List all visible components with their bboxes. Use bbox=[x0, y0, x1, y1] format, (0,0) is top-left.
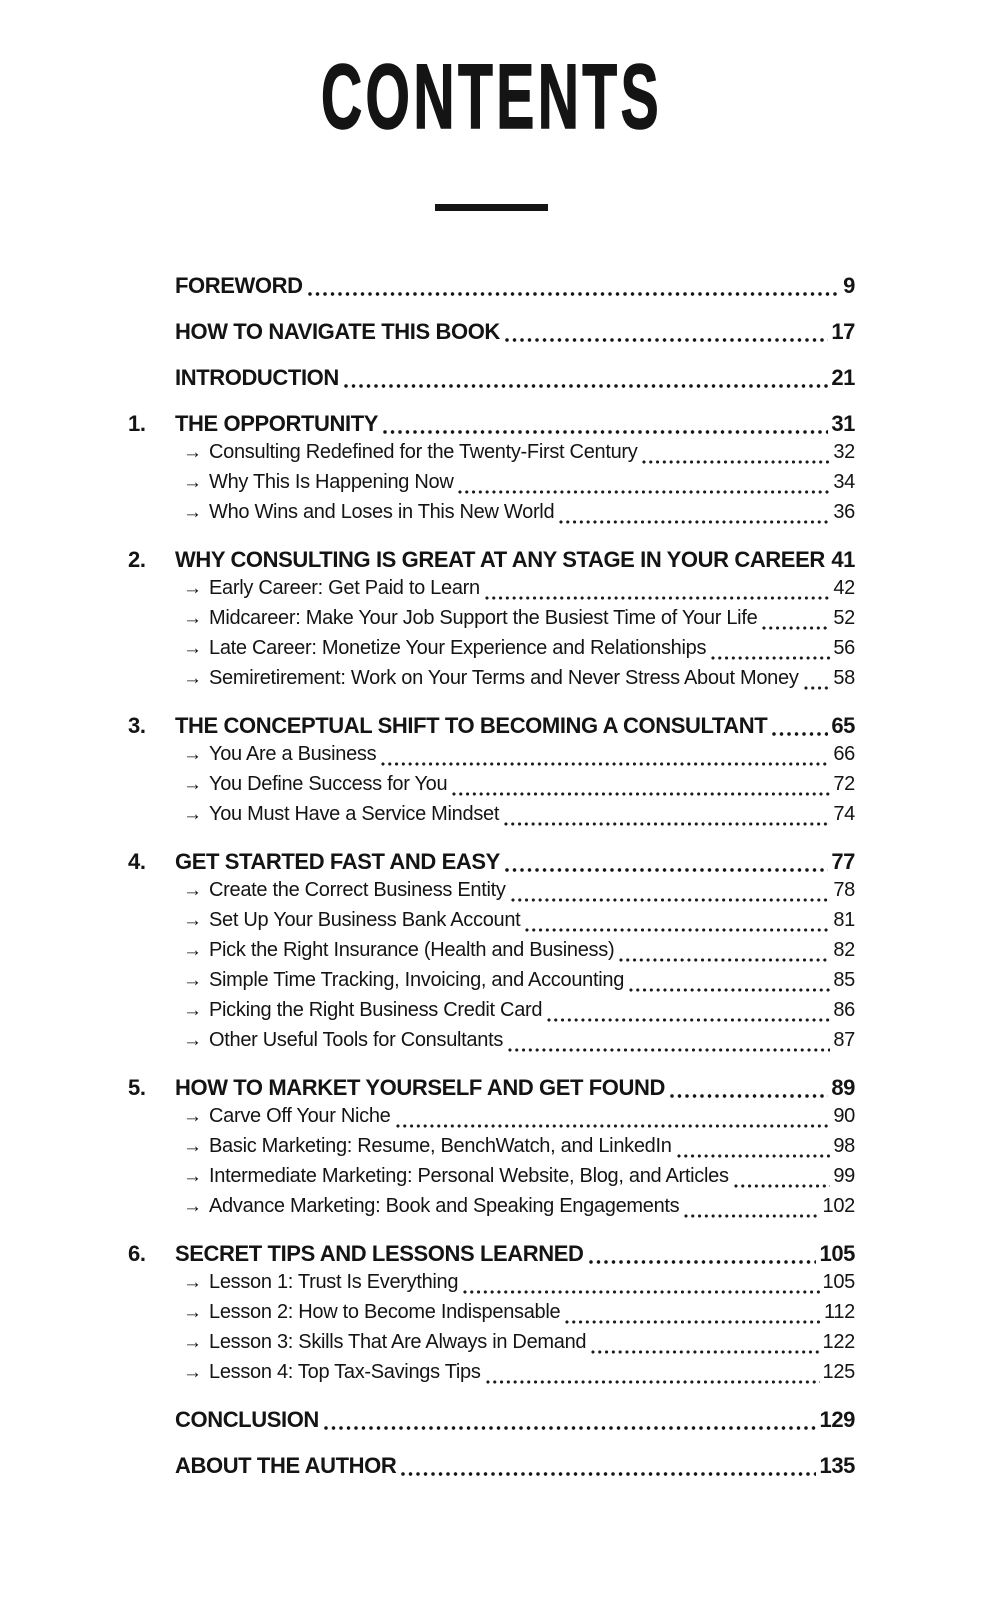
toc-subentry bbox=[128, 803, 855, 833]
dot-leader bbox=[520, 909, 833, 939]
entry-title: HOW TO MARKET YOURSELF AND GET FOUND bbox=[175, 1075, 665, 1100]
toc-entry bbox=[128, 1241, 855, 1271]
table-of-contents bbox=[128, 273, 855, 1483]
page-number: 17 bbox=[831, 319, 855, 344]
dot-leader bbox=[480, 577, 834, 607]
toc-subentry bbox=[128, 1165, 855, 1195]
subentry-title: Late Career: Monetize Your Experience and Relationships bbox=[209, 637, 707, 659]
dot-leader bbox=[391, 1105, 834, 1135]
page-number: 34 bbox=[833, 471, 855, 493]
arrow-icon: → bbox=[183, 940, 202, 961]
dot-leader bbox=[396, 1453, 819, 1483]
subentry-title: You Must Have a Service Mindset bbox=[209, 803, 500, 825]
chapter-number: 4. bbox=[128, 849, 146, 874]
subentry-title: Early Career: Get Paid to Learn bbox=[209, 577, 480, 599]
dot-leader bbox=[458, 1271, 822, 1301]
chapter-group bbox=[128, 1075, 855, 1225]
arrow-icon: → bbox=[183, 1332, 202, 1353]
page-number: 112 bbox=[824, 1301, 855, 1323]
toc-subentry bbox=[128, 969, 855, 999]
subentry-title: Carve Off Your Niche bbox=[209, 1105, 391, 1127]
dot-leader bbox=[378, 411, 831, 441]
page-number: 31 bbox=[831, 411, 855, 436]
page-number: 65 bbox=[831, 713, 855, 738]
toc-entry bbox=[128, 1407, 855, 1437]
subentry-title: Other Useful Tools for Consultants bbox=[209, 1029, 504, 1051]
chapter-group bbox=[128, 849, 855, 1059]
page-number: 42 bbox=[833, 577, 855, 599]
dot-leader bbox=[757, 607, 833, 637]
dot-leader bbox=[453, 471, 833, 501]
front-matter-entry bbox=[128, 319, 855, 349]
subentry-title: Why This Is Happening Now bbox=[209, 471, 454, 493]
arrow-icon: → bbox=[183, 668, 202, 689]
title-divider bbox=[435, 204, 548, 211]
dot-leader bbox=[679, 1195, 822, 1225]
subentry-title: Pick the Right Insurance (Health and Business) bbox=[209, 939, 615, 961]
dot-leader bbox=[542, 999, 833, 1029]
dot-leader bbox=[481, 1361, 823, 1391]
dot-leader bbox=[825, 547, 832, 577]
chapter-number: 6. bbox=[128, 1241, 146, 1266]
subentry-title: You Define Success for You bbox=[209, 773, 448, 795]
page-number: 129 bbox=[819, 1407, 855, 1432]
page-number: 89 bbox=[831, 1075, 855, 1100]
entry-title: CONCLUSION bbox=[175, 1407, 319, 1432]
toc-subentry bbox=[128, 1331, 855, 1361]
arrow-icon: → bbox=[183, 1166, 202, 1187]
subentry-title: Basic Marketing: Resume, BenchWatch, and LinkedIn bbox=[209, 1135, 672, 1157]
chapter-number: 3. bbox=[128, 713, 146, 738]
dot-leader bbox=[665, 1075, 831, 1105]
entry-title: HOW TO NAVIGATE THIS BOOK bbox=[175, 319, 500, 344]
page-number: 77 bbox=[831, 849, 855, 874]
arrow-icon: → bbox=[183, 1030, 202, 1051]
toc-entry bbox=[128, 547, 855, 577]
page-number: 90 bbox=[833, 1105, 855, 1127]
subentry-title: Create the Correct Business Entity bbox=[209, 879, 506, 901]
page-number: 102 bbox=[822, 1195, 855, 1217]
dot-leader bbox=[447, 773, 833, 803]
page-number: 122 bbox=[822, 1331, 855, 1353]
arrow-icon: → bbox=[183, 880, 202, 901]
arrow-icon: → bbox=[183, 910, 202, 931]
title-block bbox=[128, 0, 855, 211]
toc-subentry bbox=[128, 441, 855, 471]
toc-entry bbox=[128, 319, 855, 349]
toc-subentry bbox=[128, 1301, 855, 1331]
subentry-title: Lesson 4: Top Tax-Savings Tips bbox=[209, 1361, 481, 1383]
dot-leader bbox=[339, 365, 831, 395]
toc-subentry bbox=[128, 607, 855, 637]
toc-entry bbox=[128, 1453, 855, 1483]
page-number: 41 bbox=[831, 547, 855, 572]
chapter-group bbox=[128, 411, 855, 531]
dot-leader bbox=[376, 743, 833, 773]
arrow-icon: → bbox=[183, 744, 202, 765]
entry-title: THE OPPORTUNITY bbox=[175, 411, 379, 436]
arrow-icon: → bbox=[183, 472, 202, 493]
subentry-title: Consulting Redefined for the Twenty-First Century bbox=[209, 441, 638, 463]
entry-title: THE CONCEPTUAL SHIFT TO BECOMING A CONSULTANT bbox=[175, 713, 768, 738]
toc-subentry bbox=[128, 743, 855, 773]
subentry-title: Lesson 2: How to Become Indispensable bbox=[209, 1301, 561, 1323]
page-number: 85 bbox=[833, 969, 855, 991]
dot-leader bbox=[706, 637, 833, 667]
subentry-title: Lesson 1: Trust Is Everything bbox=[209, 1271, 459, 1293]
dot-leader bbox=[672, 1135, 834, 1165]
toc-subentry bbox=[128, 471, 855, 501]
page-number: 135 bbox=[819, 1453, 855, 1478]
arrow-icon: → bbox=[183, 578, 202, 599]
dot-leader bbox=[500, 849, 831, 879]
page-number: 81 bbox=[833, 909, 855, 931]
entry-title: FOREWORD bbox=[175, 273, 303, 298]
toc-subentry bbox=[128, 667, 855, 697]
dot-leader bbox=[506, 879, 834, 909]
dot-leader bbox=[799, 667, 834, 697]
page-number: 105 bbox=[822, 1271, 855, 1293]
toc-subentry bbox=[128, 1271, 855, 1301]
toc-subentry bbox=[128, 999, 855, 1029]
chapter-number: 1. bbox=[128, 411, 146, 436]
arrow-icon: → bbox=[183, 1196, 202, 1217]
dot-leader bbox=[614, 939, 833, 969]
toc-entry bbox=[128, 849, 855, 879]
toc-subentry bbox=[128, 1105, 855, 1135]
subentry-title: Advance Marketing: Book and Speaking Engagements bbox=[209, 1195, 680, 1217]
arrow-icon: → bbox=[183, 1302, 202, 1323]
toc-subentry bbox=[128, 637, 855, 667]
page-number: 105 bbox=[819, 1241, 855, 1266]
dot-leader bbox=[767, 713, 831, 743]
arrow-icon: → bbox=[183, 442, 202, 463]
back-matter-entry bbox=[128, 1407, 855, 1437]
arrow-icon: → bbox=[183, 804, 202, 825]
page-number: 78 bbox=[833, 879, 855, 901]
toc-subentry bbox=[128, 501, 855, 531]
subentry-title: Intermediate Marketing: Personal Website, Blog, and Articles bbox=[209, 1165, 729, 1187]
dot-leader bbox=[560, 1301, 824, 1331]
dot-leader bbox=[319, 1407, 820, 1437]
arrow-icon: → bbox=[183, 502, 202, 523]
page-number: 58 bbox=[833, 667, 855, 689]
page-number: 52 bbox=[833, 607, 855, 629]
entry-title: WHY CONSULTING IS GREAT AT ANY STAGE IN YOUR CAREER bbox=[175, 547, 825, 572]
page-title: CONTENTS bbox=[320, 46, 663, 148]
subentry-title: Simple Time Tracking, Invoicing, and Accounting bbox=[209, 969, 625, 991]
arrow-icon: → bbox=[183, 1362, 202, 1383]
page-number: 86 bbox=[833, 999, 855, 1021]
toc-subentry bbox=[128, 909, 855, 939]
dot-leader bbox=[303, 273, 844, 303]
subentry-title: Picking the Right Business Credit Card bbox=[209, 999, 543, 1021]
page-number: 98 bbox=[833, 1135, 855, 1157]
toc-subentry bbox=[128, 879, 855, 909]
subentry-title: Semiretirement: Work on Your Terms and Never Stress About Money bbox=[209, 667, 799, 689]
entry-title: SECRET TIPS AND LESSONS LEARNED bbox=[175, 1241, 584, 1266]
arrow-icon: → bbox=[183, 1106, 202, 1127]
chapter-number: 2. bbox=[128, 547, 146, 572]
page-number: 36 bbox=[833, 501, 855, 523]
page-number: 56 bbox=[833, 637, 855, 659]
subentry-title: Lesson 3: Skills That Are Always in Demand bbox=[209, 1331, 587, 1353]
toc-entry bbox=[128, 273, 855, 303]
chapter-group bbox=[128, 713, 855, 833]
front-matter-entry bbox=[128, 365, 855, 395]
arrow-icon: → bbox=[183, 1000, 202, 1021]
front-matter-entry bbox=[128, 273, 855, 303]
page-number: 125 bbox=[822, 1361, 855, 1383]
page-number: 74 bbox=[833, 803, 855, 825]
toc-subentry bbox=[128, 773, 855, 803]
page-number: 87 bbox=[833, 1029, 855, 1051]
arrow-icon: → bbox=[183, 1272, 202, 1293]
entry-title: INTRODUCTION bbox=[175, 365, 339, 390]
toc-entry bbox=[128, 365, 855, 395]
dot-leader bbox=[729, 1165, 834, 1195]
dot-leader bbox=[624, 969, 833, 999]
entry-title: GET STARTED FAST AND EASY bbox=[175, 849, 500, 874]
toc-entry bbox=[128, 1075, 855, 1105]
page-number: 72 bbox=[833, 773, 855, 795]
entry-title: ABOUT THE AUTHOR bbox=[175, 1453, 397, 1478]
arrow-icon: → bbox=[183, 1136, 202, 1157]
chapter-group bbox=[128, 1241, 855, 1391]
subentry-title: Midcareer: Make Your Job Support the Busiest Time of Your Life bbox=[209, 607, 758, 629]
subentry-title: Set Up Your Business Bank Account bbox=[209, 909, 521, 931]
toc-subentry bbox=[128, 939, 855, 969]
arrow-icon: → bbox=[183, 638, 202, 659]
toc-entry bbox=[128, 713, 855, 743]
page-number: 32 bbox=[833, 441, 855, 463]
toc-subentry bbox=[128, 577, 855, 607]
toc-subentry bbox=[128, 1195, 855, 1225]
page-number: 66 bbox=[833, 743, 855, 765]
dot-leader bbox=[637, 441, 833, 471]
toc-subentry bbox=[128, 1029, 855, 1059]
dot-leader bbox=[503, 1029, 833, 1059]
arrow-icon: → bbox=[183, 970, 202, 991]
arrow-icon: → bbox=[183, 774, 202, 795]
dot-leader bbox=[500, 319, 831, 349]
subentry-title: You Are a Business bbox=[209, 743, 377, 765]
page-number: 82 bbox=[833, 939, 855, 961]
toc-subentry bbox=[128, 1361, 855, 1391]
chapter-group bbox=[128, 547, 855, 697]
toc-subentry bbox=[128, 1135, 855, 1165]
dot-leader bbox=[586, 1331, 822, 1361]
back-matter-entry bbox=[128, 1453, 855, 1483]
page-number: 9 bbox=[843, 273, 855, 298]
chapter-number: 5. bbox=[128, 1075, 146, 1100]
page-number: 99 bbox=[833, 1165, 855, 1187]
dot-leader bbox=[554, 501, 833, 531]
arrow-icon: → bbox=[183, 608, 202, 629]
dot-leader bbox=[584, 1241, 820, 1271]
dot-leader bbox=[499, 803, 833, 833]
toc-entry bbox=[128, 411, 855, 441]
page-number: 21 bbox=[831, 365, 855, 390]
subentry-title: Who Wins and Loses in This New World bbox=[209, 501, 555, 523]
